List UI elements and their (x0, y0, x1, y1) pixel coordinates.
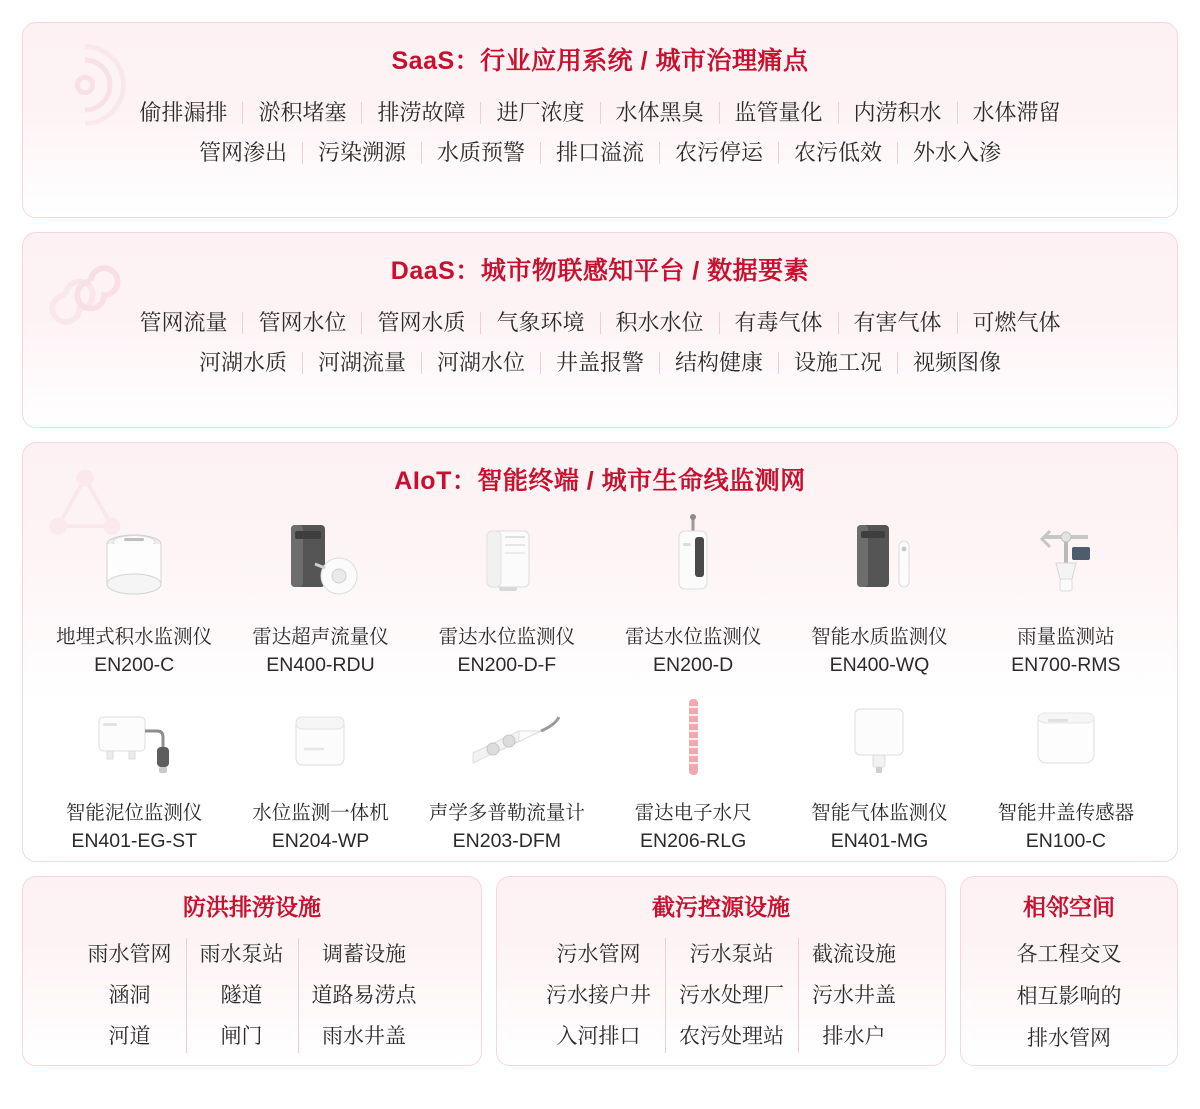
device-name: 雷达电子水尺 (634, 802, 752, 824)
daas-tag-rows (53, 303, 1147, 383)
saas-title (53, 41, 1147, 77)
interception-item[interactable]: 农污处理站 (679, 1025, 784, 1048)
device-card[interactable] (414, 683, 600, 853)
daas-tag[interactable]: 河湖流量 (317, 350, 406, 375)
saas-tag[interactable]: 污染溯源 (317, 140, 406, 165)
saas-tag-rows (53, 93, 1147, 173)
daas-title (53, 251, 1147, 287)
daas-tag[interactable]: 井盖报警 (555, 350, 644, 375)
saas-tag[interactable]: 管网渗出 (198, 140, 287, 165)
interception-column (665, 934, 798, 1057)
sludge-level-meter-icon (45, 683, 223, 787)
saas-panel (22, 22, 1178, 218)
interception-item[interactable]: 污水管网 (556, 943, 641, 966)
flood-item[interactable]: 河道 (108, 1025, 151, 1048)
interception-item[interactable]: 污水接户井 (546, 984, 651, 1007)
device-model: EN206-RLG (640, 830, 747, 852)
flood-panel (22, 876, 482, 1066)
device-card[interactable] (973, 683, 1159, 853)
device-card[interactable] (973, 507, 1159, 677)
device-card[interactable] (227, 683, 413, 853)
daas-tag-row (53, 303, 1147, 343)
daas-title-prefix: DaaS： (390, 257, 481, 285)
saas-tag-row (53, 133, 1147, 173)
device-model: EN204-WP (271, 830, 370, 852)
daas-tag[interactable]: 设施工况 (794, 350, 883, 375)
saas-tag[interactable]: 淤积堵塞 (258, 100, 347, 125)
device-card[interactable] (786, 683, 972, 853)
device-model: EN200-C (94, 654, 175, 676)
device-card[interactable] (414, 507, 600, 677)
water-quality-analyzer-icon (790, 507, 968, 611)
daas-tag[interactable]: 管网水质 (377, 310, 466, 335)
aiot-title-prefix: AIoT： (394, 467, 478, 495)
daas-tag[interactable]: 有毒气体 (734, 310, 823, 335)
device-model: EN401-MG (830, 830, 929, 852)
radar-ultrasonic-flowmeter-icon (231, 507, 409, 611)
flood-column (186, 934, 298, 1057)
daas-tag[interactable]: 积水水位 (615, 310, 704, 335)
saas-tag-row (53, 93, 1147, 133)
device-model: EN200-D (653, 654, 734, 676)
device-name: 声学多普勒流量计 (428, 802, 585, 824)
device-name: 地埋式积水监测仪 (56, 626, 213, 648)
device-model: EN700-RMS (1011, 654, 1121, 676)
daas-tag[interactable]: 河湖水位 (436, 350, 525, 375)
daas-tag[interactable]: 气象环境 (496, 310, 585, 335)
flood-item[interactable]: 雨水泵站 (199, 943, 284, 966)
flood-item[interactable]: 隧道 (220, 984, 263, 1007)
daas-tag[interactable]: 视频图像 (913, 350, 1002, 375)
flood-item[interactable]: 雨水管网 (87, 943, 172, 966)
interception-panel (496, 876, 946, 1066)
device-name: 雷达超声流量仪 (252, 626, 389, 648)
manhole-cover-sensor-icon (977, 683, 1155, 787)
interception-column (798, 934, 910, 1057)
flood-item[interactable]: 闸门 (220, 1025, 263, 1048)
flood-item[interactable]: 雨水井盖 (322, 1025, 406, 1048)
flood-item[interactable]: 涵洞 (108, 984, 151, 1007)
device-name: 智能水质监测仪 (811, 626, 948, 648)
saas-tag[interactable]: 偷排漏排 (139, 100, 228, 125)
saas-title-prefix: SaaS： (391, 47, 481, 75)
device-model: EN401-EG-ST (71, 830, 198, 852)
adjacent-item: 排水管网 (1027, 1027, 1111, 1050)
device-card[interactable] (41, 683, 227, 853)
adjacent-columns (971, 934, 1167, 1060)
saas-tag[interactable]: 监管量化 (734, 100, 823, 125)
integrated-level-monitor-icon (231, 683, 409, 787)
device-name: 雷达水位监测仪 (624, 626, 762, 648)
aiot-device-grid (41, 507, 1159, 853)
device-card[interactable] (600, 683, 786, 853)
rain-gauge-station-icon (977, 507, 1155, 611)
buried-water-level-device-icon (45, 507, 223, 611)
daas-tag[interactable]: 有害气体 (853, 310, 942, 335)
daas-tag[interactable]: 管网流量 (139, 310, 228, 335)
saas-tag[interactable]: 水体黑臭 (615, 100, 704, 125)
daas-tag[interactable]: 结构健康 (675, 350, 764, 375)
device-model: EN203-DFM (452, 830, 561, 852)
interception-item[interactable]: 入河排口 (556, 1025, 641, 1048)
adjacent-panel (960, 876, 1178, 1066)
device-name: 水位监测一体机 (252, 802, 389, 824)
interception-item[interactable]: 排水户 (822, 1025, 886, 1048)
radar-level-meter-d-icon (604, 507, 782, 611)
saas-tag[interactable]: 外水入渗 (913, 140, 1002, 165)
device-name: 雷达水位监测仪 (438, 626, 576, 648)
saas-tag[interactable]: 排口溢流 (555, 140, 644, 165)
interception-item[interactable]: 截流设施 (812, 943, 896, 966)
flood-column (298, 934, 431, 1057)
device-card[interactable] (41, 507, 227, 677)
adjacent-column (1003, 934, 1136, 1060)
saas-title-main: 行业应用系统 / 城市治理痛点 (480, 47, 809, 75)
radar-level-meter-f-icon (418, 507, 596, 611)
daas-tag[interactable]: 管网水位 (258, 310, 347, 335)
flood-item[interactable]: 调蓄设施 (322, 943, 406, 966)
device-card[interactable] (786, 507, 972, 677)
daas-tag[interactable]: 可燃气体 (972, 310, 1061, 335)
interception-columns (507, 934, 935, 1057)
device-model: EN400-RDU (266, 654, 375, 676)
saas-tag[interactable]: 水质预警 (436, 140, 525, 165)
device-card[interactable] (600, 507, 786, 677)
device-card[interactable] (227, 507, 413, 677)
device-name: 智能泥位监测仪 (65, 802, 203, 824)
daas-tag[interactable]: 河湖水质 (198, 350, 287, 375)
interception-column (532, 934, 665, 1057)
aiot-title (41, 461, 1159, 497)
electronic-water-gauge-icon (604, 683, 782, 787)
aiot-panel (22, 442, 1178, 862)
saas-tag[interactable]: 农污停运 (675, 140, 764, 165)
doppler-flowmeter-icon (418, 683, 596, 787)
interception-item[interactable]: 污水处理厂 (679, 984, 784, 1007)
flood-column (74, 934, 186, 1057)
saas-tag[interactable]: 进厂浓度 (496, 100, 585, 125)
device-name: 智能井盖传感器 (997, 802, 1135, 824)
interception-item[interactable]: 污水井盖 (812, 984, 896, 1007)
saas-tag[interactable]: 水体滞留 (972, 100, 1061, 125)
device-model: EN400-WQ (829, 654, 930, 676)
device-model: EN200-D-F (457, 654, 557, 676)
saas-tag[interactable]: 内涝积水 (853, 100, 942, 125)
device-name: 智能气体监测仪 (811, 802, 948, 824)
facility-panels (22, 876, 1178, 1066)
adjacent-panel-title: 相邻空间 (1023, 894, 1115, 920)
gas-detector-icon (790, 683, 968, 787)
daas-panel (22, 232, 1178, 428)
flood-panel-title: 防洪排涝设施 (183, 894, 321, 920)
device-model: EN100-C (1025, 830, 1106, 852)
saas-tag[interactable]: 排涝故障 (377, 100, 466, 125)
device-name: 雨量监测站 (1017, 626, 1115, 648)
flood-columns (33, 934, 471, 1057)
daas-title-main: 城市物联感知平台 / 数据要素 (480, 257, 810, 285)
flood-item[interactable]: 道路易涝点 (311, 984, 417, 1007)
adjacent-item: 相互影响的 (1016, 985, 1122, 1008)
interception-panel-title: 截污控源设施 (652, 894, 790, 920)
interception-item[interactable]: 污水泵站 (689, 943, 774, 966)
daas-tag-row (53, 343, 1147, 383)
aiot-title-main: 智能终端 / 城市生命线监测网 (477, 467, 806, 495)
adjacent-item: 各工程交叉 (1016, 943, 1122, 966)
saas-tag[interactable]: 农污低效 (794, 140, 883, 165)
